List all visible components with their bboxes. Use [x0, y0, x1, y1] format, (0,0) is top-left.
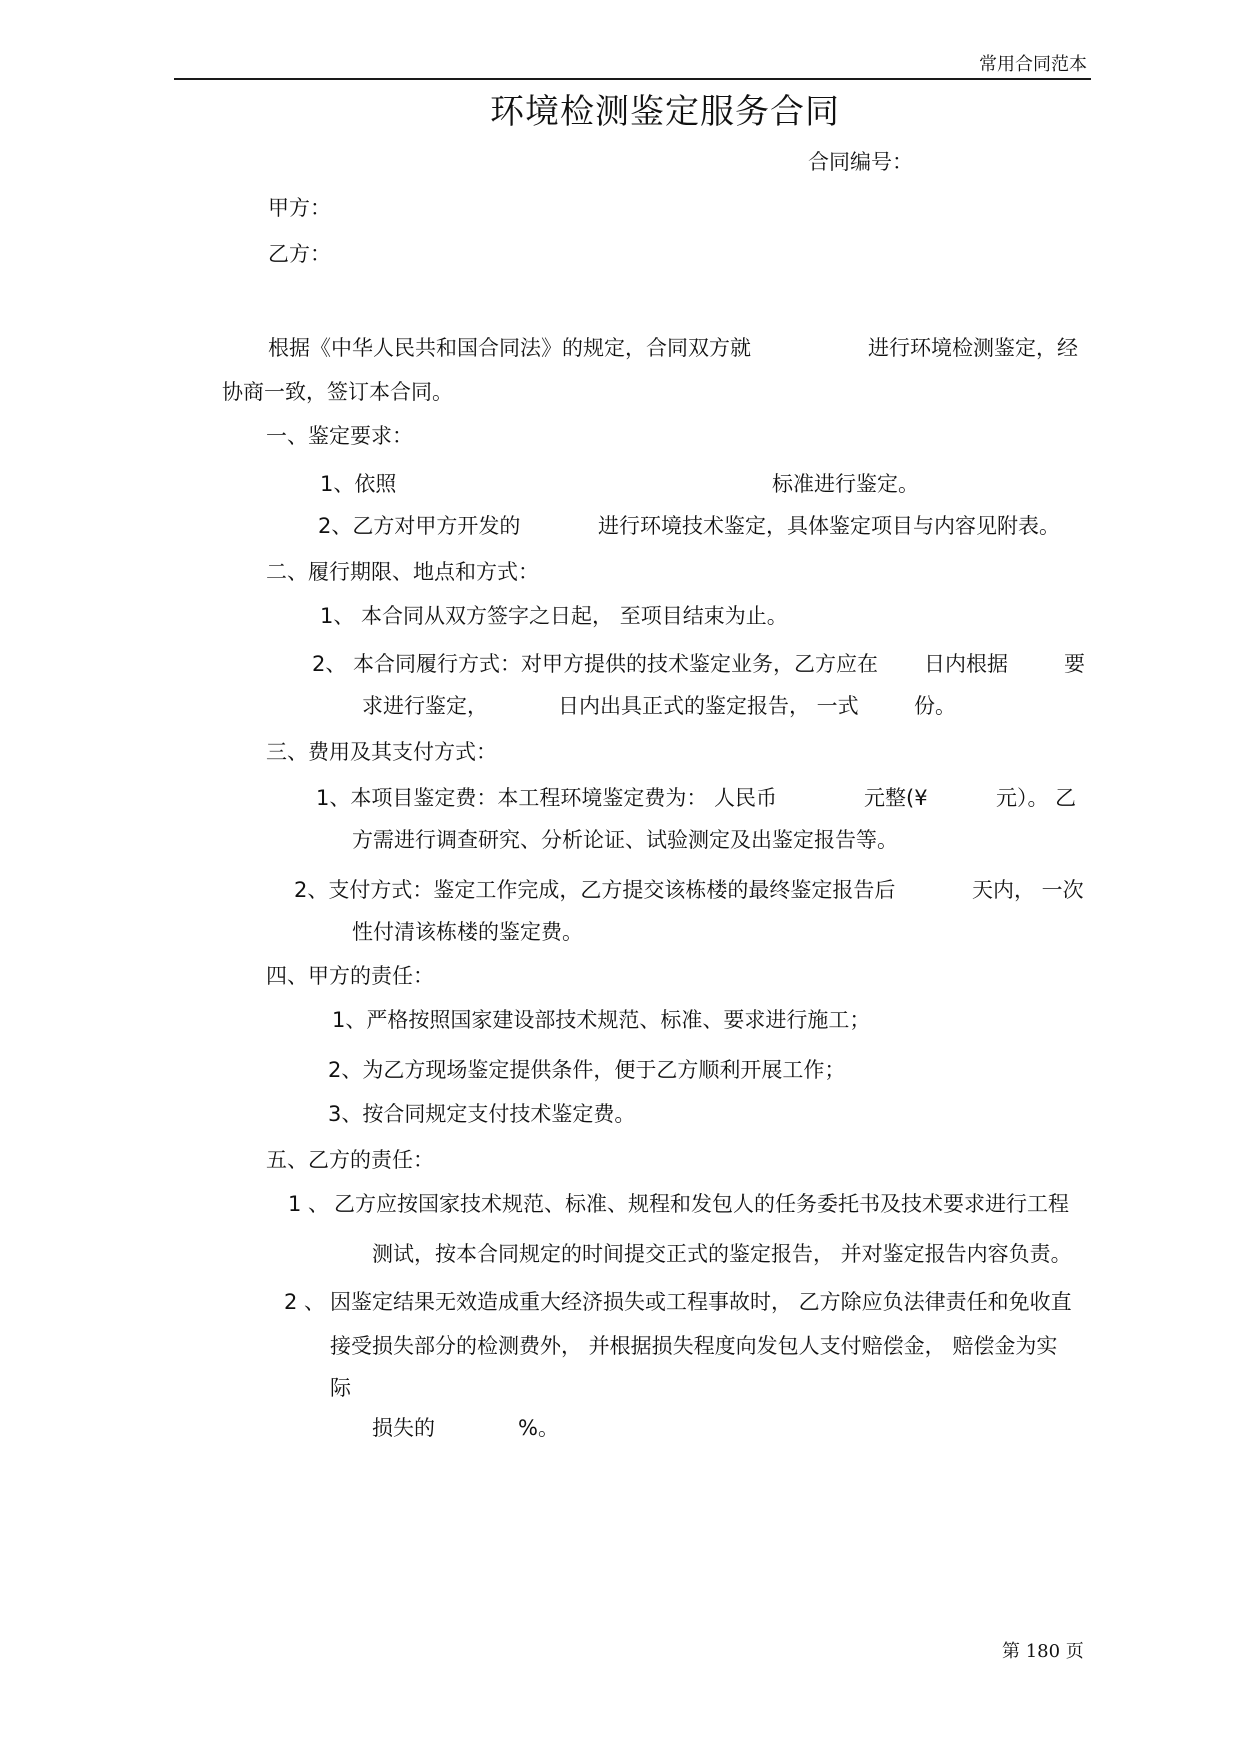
intro-line1-part1: 根据《中华人民共和国合同法》的规定，合同双方就: [268, 336, 751, 360]
section2-item2-part2: 日内根据: [924, 652, 1008, 676]
section3-heading: 三、费用及其支付方式：: [266, 740, 497, 764]
section1-item2-part2: 进行环境技术鉴定，具体鉴定项目与内容见附表。: [598, 514, 1060, 538]
section1-item1-part1: 1、依照: [320, 472, 397, 496]
section5-heading: 五、乙方的责任：: [266, 1148, 434, 1172]
running-header: 常用合同范本: [979, 54, 1087, 75]
section1-item1-part2: 标准进行鉴定。: [772, 472, 919, 496]
section2-item2-part4: 求进行鉴定，: [362, 694, 488, 718]
section2-item2-part1: 2、 本合同履行方式：对甲方提供的技术鉴定业务，乙方应在: [312, 652, 879, 676]
section1-heading: 一、鉴定要求：: [266, 424, 413, 448]
section5-item2-number: 2 、: [284, 1290, 326, 1314]
intro-line1-part2: 进行环境检测鉴定，经: [868, 336, 1078, 360]
section4-item3: 3、按合同规定支付技术鉴定费。: [328, 1102, 636, 1126]
party-b-label: 乙方：: [268, 242, 331, 266]
section3-item2-part2: 天内， 一次: [972, 878, 1084, 902]
section3-item2-part1: 2、支付方式：鉴定工作完成，乙方提交该栋楼的最终鉴定报告后: [294, 878, 896, 902]
section5-item2-line1: 因鉴定结果无效造成重大经济损失或工程事故时， 乙方除应负法律责任和免收直: [330, 1290, 1072, 1314]
section2-item1: 1、 本合同从双方签字之日起， 至项目结束为止。: [320, 604, 788, 628]
section2-heading: 二、履行期限、地点和方式：: [266, 560, 539, 584]
section2-item2-part6: 份。: [914, 694, 956, 718]
section2-item2-part5: 日内出具正式的鉴定报告， 一式: [558, 694, 859, 718]
section5-item2-line4-part2: %。: [518, 1416, 559, 1440]
intro-line2: 协商一致，签订本合同。: [222, 380, 453, 404]
section3-item2-part3: 性付清该栋楼的鉴定费。: [352, 920, 583, 944]
section5-item2-line4-part1: 损失的: [372, 1416, 435, 1440]
section2-item2-part3: 要: [1064, 652, 1085, 676]
section5-item2-line2: 接受损失部分的检测费外， 并根据损失程度向发包人支付赔偿金， 赔偿金为实: [330, 1334, 1058, 1358]
section1-item2-part1: 2、乙方对甲方开发的: [318, 514, 521, 538]
section3-item1-part3: 元）。 乙: [996, 786, 1077, 810]
section3-item1-part1: 1、本项目鉴定费：本工程环境鉴定费为： 人民币: [316, 786, 778, 810]
section5-item2-line3: 际: [330, 1376, 351, 1400]
section4-item1: 1、严格按照国家建设部技术规范、标准、要求进行施工；: [332, 1008, 871, 1032]
page-number: 第 180 页: [1002, 1641, 1084, 1662]
document-title: 环境检测鉴定服务合同: [490, 92, 840, 132]
party-a-label: 甲方：: [268, 196, 331, 220]
section5-item1-line1: 乙方应按国家技术规范、标准、规程和发包人的任务委托书及技术要求进行工程: [334, 1192, 1069, 1216]
section3-item1-part4: 方需进行调查研究、分析论证、试验测定及出鉴定报告等。: [352, 828, 898, 852]
header-rule: [174, 78, 1091, 80]
section4-item2: 2、为乙方现场鉴定提供条件，便于乙方顺利开展工作；: [328, 1058, 846, 1082]
section4-heading: 四、甲方的责任：: [266, 964, 434, 988]
section5-item1-line2: 测试，按本合同规定的时间提交正式的鉴定报告， 并对鉴定报告内容负责。: [372, 1242, 1072, 1266]
section3-item1-part2: 元整(¥: [864, 786, 928, 810]
section5-item1-number: 1 、: [288, 1192, 330, 1216]
contract-number-label: 合同编号：: [808, 150, 913, 174]
